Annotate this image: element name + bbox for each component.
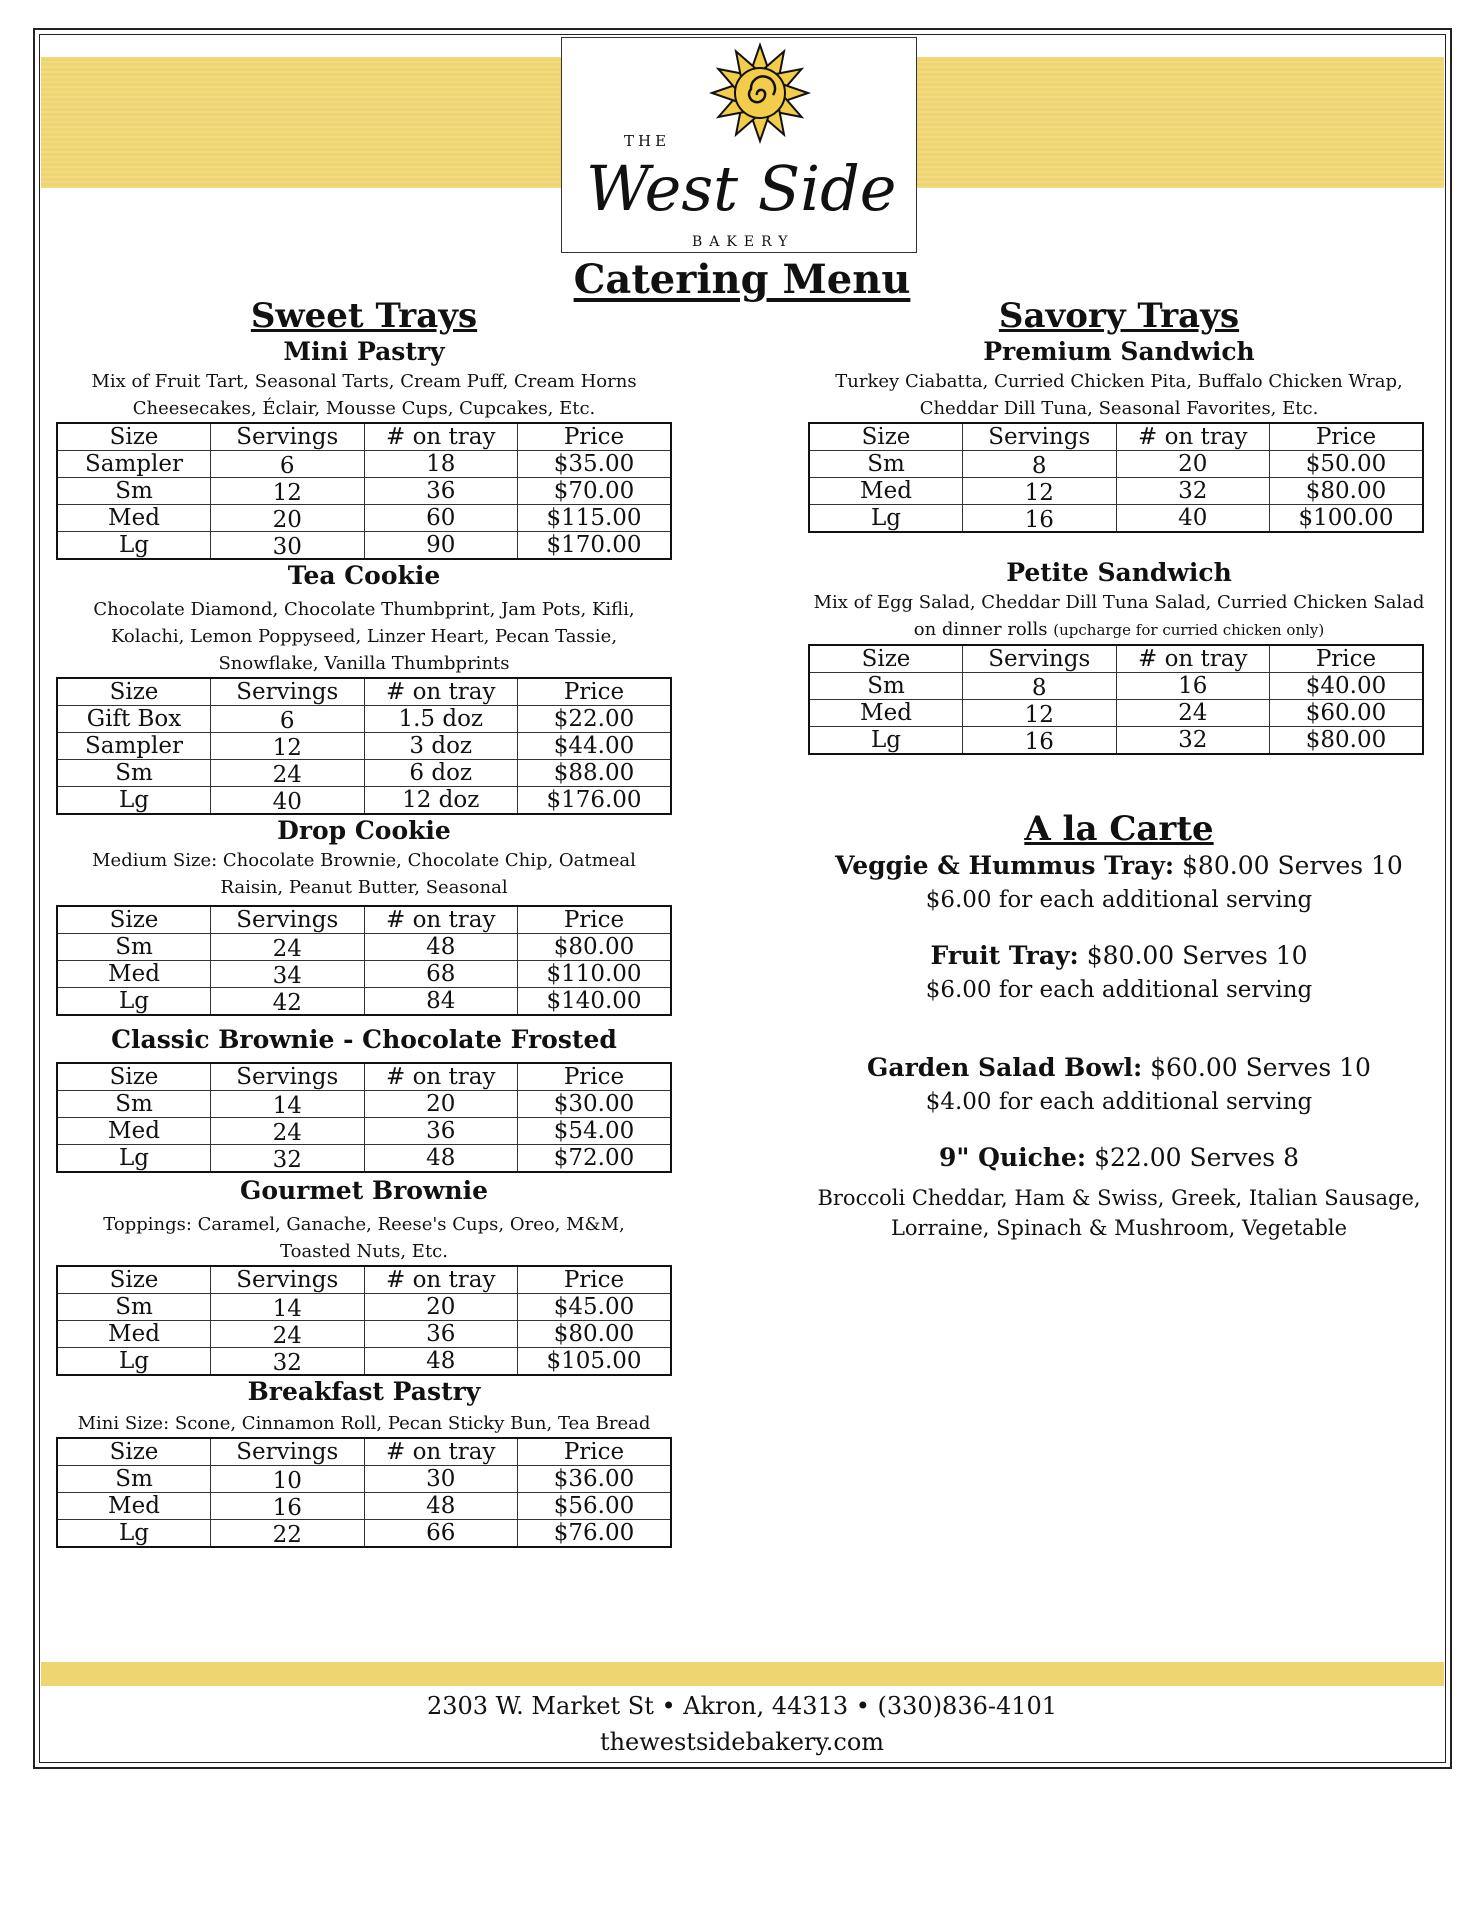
table-header-cell: # on tray (364, 678, 518, 706)
table-cell: $36.00 (518, 1466, 672, 1493)
premium-sandwich-title: Premium Sandwich (983, 337, 1255, 366)
quiche-name: 9" Quiche: (939, 1143, 1087, 1172)
table-header-cell: # on tray (1116, 645, 1270, 673)
table-cell: 8 (963, 453, 1117, 480)
table-cell: $30.00 (518, 1091, 672, 1118)
table-cell: Lg (57, 988, 211, 1016)
table-header-cell: Price (518, 423, 672, 451)
table-row (809, 727, 1423, 755)
drop-cookie-title: Drop Cookie (277, 816, 451, 845)
gourmet-brownie-title: Gourmet Brownie (239, 1176, 489, 1205)
table-cell: 20 (364, 1091, 518, 1118)
table-cell: Med (57, 1118, 211, 1145)
fruit-tray-item (808, 939, 1430, 1007)
table-cell: Sampler (57, 733, 211, 760)
table-cell: $170.00 (518, 532, 672, 560)
table-cell: Med (57, 961, 211, 988)
table-cell: 16 (1116, 673, 1270, 700)
table-header-row (57, 906, 671, 934)
table-cell: Med (57, 1321, 211, 1348)
table-cell: $22.00 (518, 706, 672, 733)
table-row (57, 478, 671, 505)
table-cell: Med (57, 505, 211, 532)
petite-sandwich-title: Petite Sandwich (1006, 558, 1232, 587)
table-row (57, 1294, 671, 1321)
table-header-cell: Servings (211, 1266, 365, 1294)
table-cell: 90 (364, 532, 518, 560)
table-cell: 32 (211, 1350, 365, 1378)
table-cell: Sm (57, 1091, 211, 1118)
table-header-cell: Size (57, 678, 211, 706)
tea-cookie-title: Tea Cookie (287, 561, 441, 590)
table-cell: Gift Box (57, 706, 211, 733)
table-header-cell: # on tray (364, 1266, 518, 1294)
table-header-cell: Price (518, 1266, 672, 1294)
table-cell: $35.00 (518, 451, 672, 478)
table-row (57, 934, 671, 961)
page-title: Catering Menu (573, 256, 911, 303)
drop-cookie-desc-2: Raisin, Peanut Butter, Seasonal (220, 877, 508, 898)
table-cell: $140.00 (518, 988, 672, 1016)
top-band-left (41, 57, 563, 188)
classic-brownie-table (56, 1062, 672, 1173)
table-cell: 20 (1116, 451, 1270, 478)
table-header-row (809, 645, 1423, 673)
table-header-cell: Size (809, 423, 963, 451)
drop-cookie-table (56, 905, 672, 1016)
fruit-tray-price: $80.00 Serves 10 (1086, 941, 1308, 970)
garden-salad-item (808, 1051, 1430, 1119)
table-cell: $88.00 (518, 760, 672, 787)
table-cell: Med (809, 700, 963, 727)
logo-name: West Side (586, 152, 897, 225)
table-row (57, 961, 671, 988)
tea-cookie-desc-3: Snowflake, Vanilla Thumbprints (218, 653, 510, 674)
veggie-hummus-price: $80.00 Serves 10 (1182, 851, 1403, 880)
table-cell: Sm (809, 451, 963, 478)
table-cell: Sm (57, 934, 211, 961)
table-row (57, 760, 671, 787)
table-row (809, 451, 1423, 478)
table-cell: 3 doz (364, 733, 518, 760)
table-cell: $50.00 (1270, 451, 1424, 478)
table-cell: 48 (364, 1145, 518, 1173)
table-cell: 40 (211, 789, 365, 817)
table-cell: $80.00 (1270, 727, 1424, 755)
table-row (809, 478, 1423, 505)
gourmet-brownie-table (56, 1265, 672, 1376)
table-row (57, 1118, 671, 1145)
table-cell: $70.00 (518, 478, 672, 505)
table-row (57, 787, 671, 815)
table-row (57, 1145, 671, 1173)
table-cell: 1.5 doz (364, 706, 518, 733)
table-cell: 36 (364, 1118, 518, 1145)
table-header-row (57, 1266, 671, 1294)
breakfast-pastry-table (56, 1437, 672, 1548)
veggie-hummus-name: Veggie & Hummus Tray: (835, 851, 1175, 880)
bakery-logo (561, 37, 917, 253)
table-cell: 10 (211, 1468, 365, 1495)
table-row (57, 1348, 671, 1376)
table-row (57, 1493, 671, 1520)
table-cell: $60.00 (1270, 700, 1424, 727)
table-header-cell: Price (518, 906, 672, 934)
table-cell: $176.00 (518, 787, 672, 815)
table-row (57, 505, 671, 532)
table-cell: 24 (211, 1120, 365, 1147)
table-cell: 12 (963, 702, 1117, 729)
table-cell: Lg (809, 727, 963, 755)
table-cell: 36 (364, 1321, 518, 1348)
table-header-cell: Price (1270, 423, 1424, 451)
fruit-tray-name: Fruit Tray: (930, 941, 1079, 970)
sweet-trays-column (56, 296, 672, 1548)
table-cell: Sm (57, 1294, 211, 1321)
table-cell: 24 (1116, 700, 1270, 727)
table-header-cell: # on tray (364, 1063, 518, 1091)
table-cell: 18 (364, 451, 518, 478)
drop-cookie-desc-1: Medium Size: Chocolate Brownie, Chocolate Chip, Oatmeal (92, 850, 636, 871)
table-header-cell: # on tray (364, 423, 518, 451)
table-cell: Lg (57, 1145, 211, 1173)
table-header-cell: # on tray (1116, 423, 1270, 451)
table-cell: $80.00 (518, 934, 672, 961)
sweet-trays-heading: Sweet Trays (250, 296, 478, 336)
table-cell: 24 (211, 936, 365, 963)
table-cell: $110.00 (518, 961, 672, 988)
veggie-hummus-extra: $6.00 for each additional serving (925, 887, 1313, 913)
table-cell: Sm (57, 478, 211, 505)
table-row (57, 1466, 671, 1493)
footer-address: 2303 W. Market St • Akron, 44313 • (330)836-4101 (426, 1692, 1058, 1720)
table-cell: 12 (963, 480, 1117, 507)
table-cell: Lg (57, 1520, 211, 1548)
table-cell: 42 (211, 990, 365, 1018)
petite-sandwich-table (808, 644, 1424, 755)
table-row (809, 673, 1423, 700)
table-header-row (57, 678, 671, 706)
logo-the: THE (624, 132, 671, 150)
breakfast-pastry-title: Breakfast Pastry (247, 1377, 481, 1406)
table-header-cell: Size (57, 1266, 211, 1294)
quiche-desc-1: Broccoli Cheddar, Ham & Swiss, Greek, Italian Sausage, (817, 1186, 1421, 1210)
table-cell: 48 (364, 1493, 518, 1520)
bottom-band (41, 1662, 1444, 1686)
gourmet-brownie-desc-1: Toppings: Caramel, Ganache, Reese's Cups, Oreo, M&M, (103, 1214, 625, 1235)
petite-sandwich-upcharge-note: (upcharge for curried chicken only) (1053, 621, 1325, 639)
table-header-cell: # on tray (364, 1438, 518, 1466)
garden-salad-extra: $4.00 for each additional serving (925, 1089, 1313, 1115)
table-header-row (57, 1438, 671, 1466)
table-cell: Lg (57, 532, 211, 560)
table-cell: 20 (211, 507, 365, 534)
table-row (57, 706, 671, 733)
premium-sandwich-table (808, 422, 1424, 533)
table-header-cell: Servings (211, 906, 365, 934)
table-cell: $80.00 (1270, 478, 1424, 505)
table-cell: Lg (57, 787, 211, 815)
table-cell: $100.00 (1270, 505, 1424, 533)
table-cell: $115.00 (518, 505, 672, 532)
table-cell: 24 (211, 762, 365, 789)
premium-sandwich-desc-2: Cheddar Dill Tuna, Seasonal Favorites, Etc. (919, 398, 1319, 419)
table-cell: $56.00 (518, 1493, 672, 1520)
table-header-cell: Servings (211, 678, 365, 706)
mini-pastry-desc-2: Cheesecakes, Éclair, Mousse Cups, Cupcakes, Etc. (132, 398, 596, 419)
table-cell: 36 (364, 478, 518, 505)
petite-sandwich-desc-2 (808, 616, 1430, 644)
table-cell: 66 (364, 1520, 518, 1548)
table-header-cell: Size (57, 906, 211, 934)
table-cell: $80.00 (518, 1321, 672, 1348)
table-row (57, 1091, 671, 1118)
quiche-item (808, 1141, 1430, 1243)
table-cell: 12 (211, 480, 365, 507)
table-cell: 84 (364, 988, 518, 1016)
table-cell: Lg (809, 505, 963, 533)
sun-icon (712, 45, 808, 141)
mini-pastry-desc-1: Mix of Fruit Tart, Seasonal Tarts, Cream Puff, Cream Horns (91, 371, 637, 392)
quiche-price: $22.00 Serves 8 (1094, 1143, 1299, 1172)
footer-website[interactable]: thewestsidebakery.com (599, 1728, 885, 1756)
table-cell: $72.00 (518, 1145, 672, 1173)
table-header-cell: Servings (211, 1438, 365, 1466)
table-cell: 20 (364, 1294, 518, 1321)
table-cell: 8 (963, 675, 1117, 702)
table-row (57, 532, 671, 560)
table-cell: 34 (211, 963, 365, 990)
fruit-tray-extra: $6.00 for each additional serving (925, 977, 1313, 1003)
table-cell: $44.00 (518, 733, 672, 760)
table-cell: 24 (211, 1323, 365, 1350)
table-header-row (809, 423, 1423, 451)
table-row (809, 505, 1423, 533)
table-cell: Med (57, 1493, 211, 1520)
table-cell: 48 (364, 1348, 518, 1376)
table-cell: $40.00 (1270, 673, 1424, 700)
petite-sandwich-desc-2-main: on dinner rolls (913, 619, 1048, 640)
top-band-right (916, 57, 1444, 188)
mini-pastry-table (56, 422, 672, 560)
table-header-cell: # on tray (364, 906, 518, 934)
petite-sandwich-desc-1: Mix of Egg Salad, Cheddar Dill Tuna Salad, Curried Chicken Salad (813, 592, 1425, 613)
table-header-cell: Servings (963, 423, 1117, 451)
table-cell: 32 (1116, 727, 1270, 755)
table-cell: 16 (211, 1495, 365, 1522)
table-header-cell: Price (518, 678, 672, 706)
mini-pastry-title: Mini Pastry (283, 337, 445, 366)
table-cell: Sm (809, 673, 963, 700)
table-header-row (57, 1063, 671, 1091)
table-header-cell: Price (518, 1063, 672, 1091)
table-row (57, 733, 671, 760)
garden-salad-price: $60.00 Serves 10 (1150, 1053, 1371, 1082)
gourmet-brownie-desc-2: Toasted Nuts, Etc. (280, 1241, 448, 1262)
table-header-cell: Size (57, 423, 211, 451)
table-cell: $54.00 (518, 1118, 672, 1145)
table-cell: 12 (211, 735, 365, 762)
table-cell: $45.00 (518, 1294, 672, 1321)
table-cell: 30 (211, 534, 365, 562)
table-header-cell: Servings (211, 423, 365, 451)
classic-brownie-title: Classic Brownie - Chocolate Frosted (111, 1025, 617, 1054)
table-cell: 6 (211, 453, 365, 480)
quiche-desc-2: Lorraine, Spinach & Mushroom, Vegetable (890, 1216, 1348, 1240)
veggie-hummus-item (808, 849, 1430, 917)
table-cell: Sampler (57, 451, 211, 478)
a-la-carte-heading: A la Carte (1024, 809, 1214, 849)
table-cell: 16 (963, 729, 1117, 757)
table-header-cell: Size (809, 645, 963, 673)
table-cell: 12 doz (364, 787, 518, 815)
table-cell: 14 (211, 1093, 365, 1120)
table-row (57, 1520, 671, 1548)
table-cell: 6 (211, 708, 365, 735)
table-header-cell: Price (518, 1438, 672, 1466)
table-header-row (57, 423, 671, 451)
garden-salad-name: Garden Salad Bowl: (867, 1053, 1143, 1082)
table-row (57, 1321, 671, 1348)
breakfast-pastry-desc-1: Mini Size: Scone, Cinnamon Roll, Pecan Sticky Bun, Tea Bread (77, 1413, 651, 1434)
tea-cookie-desc-1: Chocolate Diamond, Chocolate Thumbprint, Jam Pots, Kifli, (93, 599, 635, 620)
table-header-cell: Size (57, 1063, 211, 1091)
table-cell: $105.00 (518, 1348, 672, 1376)
table-cell: 60 (364, 505, 518, 532)
table-cell: 68 (364, 961, 518, 988)
table-cell: Sm (57, 760, 211, 787)
table-header-cell: Servings (963, 645, 1117, 673)
tea-cookie-table (56, 677, 672, 815)
logo-bakery: BAKERY (692, 234, 795, 250)
table-cell: 6 doz (364, 760, 518, 787)
savory-trays-column (808, 296, 1430, 1243)
table-cell: 40 (1116, 505, 1270, 533)
savory-trays-heading: Savory Trays (998, 296, 1240, 336)
table-header-cell: Price (1270, 645, 1424, 673)
table-cell: 32 (1116, 478, 1270, 505)
table-cell: 48 (364, 934, 518, 961)
premium-sandwich-desc-1: Turkey Ciabatta, Curried Chicken Pita, Buffalo Chicken Wrap, (835, 371, 1403, 392)
table-cell: $76.00 (518, 1520, 672, 1548)
table-header-cell: Size (57, 1438, 211, 1466)
table-cell: 30 (364, 1466, 518, 1493)
table-header-cell: Servings (211, 1063, 365, 1091)
table-row (809, 700, 1423, 727)
table-row (57, 451, 671, 478)
table-cell: 16 (963, 507, 1117, 535)
table-cell: Lg (57, 1348, 211, 1376)
table-cell: 22 (211, 1522, 365, 1550)
table-cell: Med (809, 478, 963, 505)
table-cell: 32 (211, 1147, 365, 1175)
tea-cookie-desc-2: Kolachi, Lemon Poppyseed, Linzer Heart, Pecan Tassie, (110, 626, 618, 647)
table-row (57, 988, 671, 1016)
table-cell: 14 (211, 1296, 365, 1323)
table-cell: Sm (57, 1466, 211, 1493)
